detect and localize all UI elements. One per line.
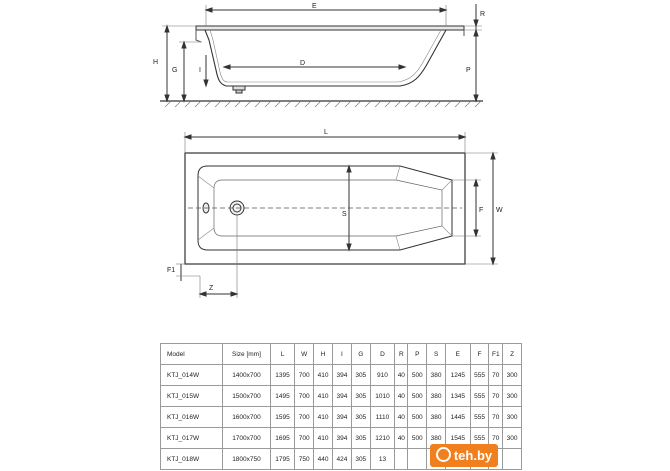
table-cell: KTJ_018W <box>161 449 223 470</box>
table-row <box>161 386 522 407</box>
table-cell: 40 <box>395 428 408 449</box>
table-cell: 380 <box>427 428 446 449</box>
table-cell: 555 <box>470 428 489 449</box>
table-header-row <box>161 344 522 365</box>
table-cell: 394 <box>333 386 352 407</box>
column-header: H <box>314 344 333 365</box>
column-header: Z <box>503 344 522 365</box>
column-header: S <box>427 344 446 365</box>
dim-label-i: I <box>199 67 201 74</box>
table-cell: 380 <box>427 407 446 428</box>
table-cell: 1800x750 <box>223 449 271 470</box>
table-cell: 555 <box>470 407 489 428</box>
column-header: P <box>408 344 427 365</box>
table-cell: 1695 <box>270 428 295 449</box>
table-cell: 1010 <box>370 386 395 407</box>
column-header: F <box>470 344 489 365</box>
table-cell: 1500x700 <box>223 386 271 407</box>
column-header: Size [mm] <box>223 344 271 365</box>
table-row <box>161 365 522 386</box>
table-cell: 40 <box>395 365 408 386</box>
top-plan-view <box>176 132 498 298</box>
table-cell <box>503 449 522 470</box>
table-cell: KTJ_015W <box>161 386 223 407</box>
table-cell: 410 <box>314 386 333 407</box>
table-cell: 1795 <box>270 449 295 470</box>
table-cell: 500 <box>408 407 427 428</box>
table-cell: 394 <box>333 365 352 386</box>
table-cell: 70 <box>489 407 503 428</box>
column-header: R <box>395 344 408 365</box>
table-cell <box>408 449 427 470</box>
table-cell: 410 <box>314 365 333 386</box>
dim-label-d: D <box>300 60 306 67</box>
table-cell: 1400x700 <box>223 365 271 386</box>
dim-label-f: F <box>479 207 484 214</box>
dim-label-s: S <box>342 211 347 218</box>
column-header: I <box>333 344 352 365</box>
dim-label-p: P <box>466 67 471 74</box>
table-cell: 700 <box>295 428 314 449</box>
table-cell: 305 <box>351 407 370 428</box>
table-cell <box>395 449 408 470</box>
table-cell: 410 <box>314 407 333 428</box>
table-cell: 1600x700 <box>223 407 271 428</box>
table-cell: 70 <box>489 428 503 449</box>
table-cell: 500 <box>408 386 427 407</box>
table-cell: 70 <box>489 365 503 386</box>
table-cell: 300 <box>503 407 522 428</box>
table-cell: 700 <box>295 407 314 428</box>
table-cell: 394 <box>333 428 352 449</box>
table-cell: 1595 <box>270 407 295 428</box>
table-cell: 1395 <box>270 365 295 386</box>
table-cell: 300 <box>503 386 522 407</box>
table-cell: 40 <box>395 386 408 407</box>
column-header: F1 <box>489 344 503 365</box>
table-cell: KTJ_017W <box>161 428 223 449</box>
dim-label-e: E <box>312 3 317 10</box>
table-cell: 40 <box>395 407 408 428</box>
column-header: E <box>446 344 471 365</box>
table-cell: 500 <box>408 428 427 449</box>
table-cell: 910 <box>370 365 395 386</box>
column-header: L <box>270 344 295 365</box>
table-cell: KTJ_014W <box>161 365 223 386</box>
table-cell: 1110 <box>370 407 395 428</box>
table-cell: 13 <box>370 449 395 470</box>
table-cell: 555 <box>470 365 489 386</box>
table-cell: 555 <box>470 386 489 407</box>
table-cell: KTJ_016W <box>161 407 223 428</box>
table-cell: 1700x700 <box>223 428 271 449</box>
dim-label-w: W <box>496 207 503 214</box>
column-header: D <box>370 344 395 365</box>
dim-label-h: H <box>153 59 159 66</box>
table-cell: 410 <box>314 428 333 449</box>
table-cell: 300 <box>503 428 522 449</box>
table-cell: 1545 <box>446 428 471 449</box>
table-cell: 70 <box>489 386 503 407</box>
dim-label-z: Z <box>209 285 214 292</box>
table-cell: 305 <box>351 386 370 407</box>
table-cell: 1210 <box>370 428 395 449</box>
table-cell: 380 <box>427 365 446 386</box>
table-cell: 700 <box>295 386 314 407</box>
table-cell: 1345 <box>446 386 471 407</box>
table-cell: 1445 <box>446 407 471 428</box>
teh-by-watermark <box>430 444 498 467</box>
dim-label-f1: F1 <box>167 267 176 274</box>
dim-label-g: G <box>172 67 178 74</box>
table-cell: 750 <box>295 449 314 470</box>
side-section-view <box>160 4 486 107</box>
table-cell: 700 <box>295 365 314 386</box>
column-header: G <box>351 344 370 365</box>
table-cell: 380 <box>427 386 446 407</box>
watermark-text: teh.by <box>453 448 493 463</box>
table-cell: 424 <box>333 449 352 470</box>
table-cell: 394 <box>333 407 352 428</box>
table-cell: 1495 <box>270 386 295 407</box>
table-cell: 500 <box>408 365 427 386</box>
column-header: Model <box>161 344 223 365</box>
dim-label-l: L <box>324 129 328 136</box>
table-cell: 305 <box>351 365 370 386</box>
table-cell: 440 <box>314 449 333 470</box>
logo-ring-icon <box>436 447 451 462</box>
table-cell: 305 <box>351 428 370 449</box>
table-cell: 300 <box>503 365 522 386</box>
dim-label-r: R <box>480 11 486 18</box>
table-cell: 1245 <box>446 365 471 386</box>
column-header: W <box>295 344 314 365</box>
table-cell: 305 <box>351 449 370 470</box>
table-row <box>161 407 522 428</box>
